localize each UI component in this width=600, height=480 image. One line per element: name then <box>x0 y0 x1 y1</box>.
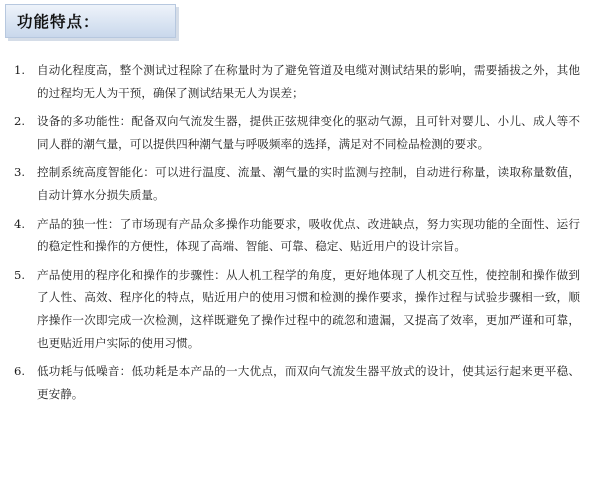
feature-item-4 <box>14 213 580 258</box>
feature-text: 低功耗与低噪音：低功耗是本产品的一大优点，而双向气流发生器平放式的设计，使其运行起来更平稳、更安静。 <box>37 364 580 401</box>
section-title: 功能特点： <box>17 13 100 31</box>
feature-list <box>14 59 580 405</box>
feature-text: 产品的独一性：了市场现有产品众多操作功能要求，吸收优点、改进缺点，努力实现功能的全面性、运行的稳定性和操作的方便性，体现了高端、智能、可靠、稳定、贴近用户的设计宗旨。 <box>37 216 580 254</box>
feature-text: 产品使用的程序化和操作的步骤性：从人机工程学的角度，更好地体现了人机交互性，使控制和操作做到了人性、高效、程序化的特点，贴近用户的使用习惯和检测的操作要求，操作过程与试验步骤相一致，顺序操作一次即完成一次检测，这样既避免了操作过程中的疏忽和遗漏，又提高了效率，更加严谨和可靠，也更贴近用户实际的使用习惯。 <box>37 267 580 350</box>
section-header <box>5 4 176 38</box>
feature-number: 2. <box>14 114 26 129</box>
feature-number: 4. <box>14 216 26 231</box>
feature-text: 控制系统高度智能化：可以进行温度、流量、潮气量的实时监测与控制，自动进行称量，读取称量数值，自动计算水分损失质量。 <box>37 165 580 202</box>
feature-text: 自动化程度高，整个测试过程除了在称量时为了避免管道及电缆对测试结果的影响，需要插拔之外，其他的过程均无人为干预，确保了测试结果无人为误差； <box>37 63 580 100</box>
feature-item-5 <box>14 264 580 354</box>
feature-number: 1. <box>14 63 26 77</box>
feature-number: 6. <box>14 364 26 379</box>
feature-item-3 <box>14 161 580 206</box>
feature-item-2 <box>14 110 580 155</box>
feature-item-1 <box>14 59 580 104</box>
feature-item-6 <box>14 360 580 405</box>
feature-text: 设备的多功能性：配备双向气流发生器，提供正弦规律变化的驱动气源，且可针对婴儿、小儿、成人等不同人群的潮气量，可以提供四种潮气量与呼吸频率的选择，满足对不同检品检测的要求。 <box>37 114 580 151</box>
feature-number: 3. <box>14 165 26 180</box>
feature-number: 5. <box>14 267 26 282</box>
